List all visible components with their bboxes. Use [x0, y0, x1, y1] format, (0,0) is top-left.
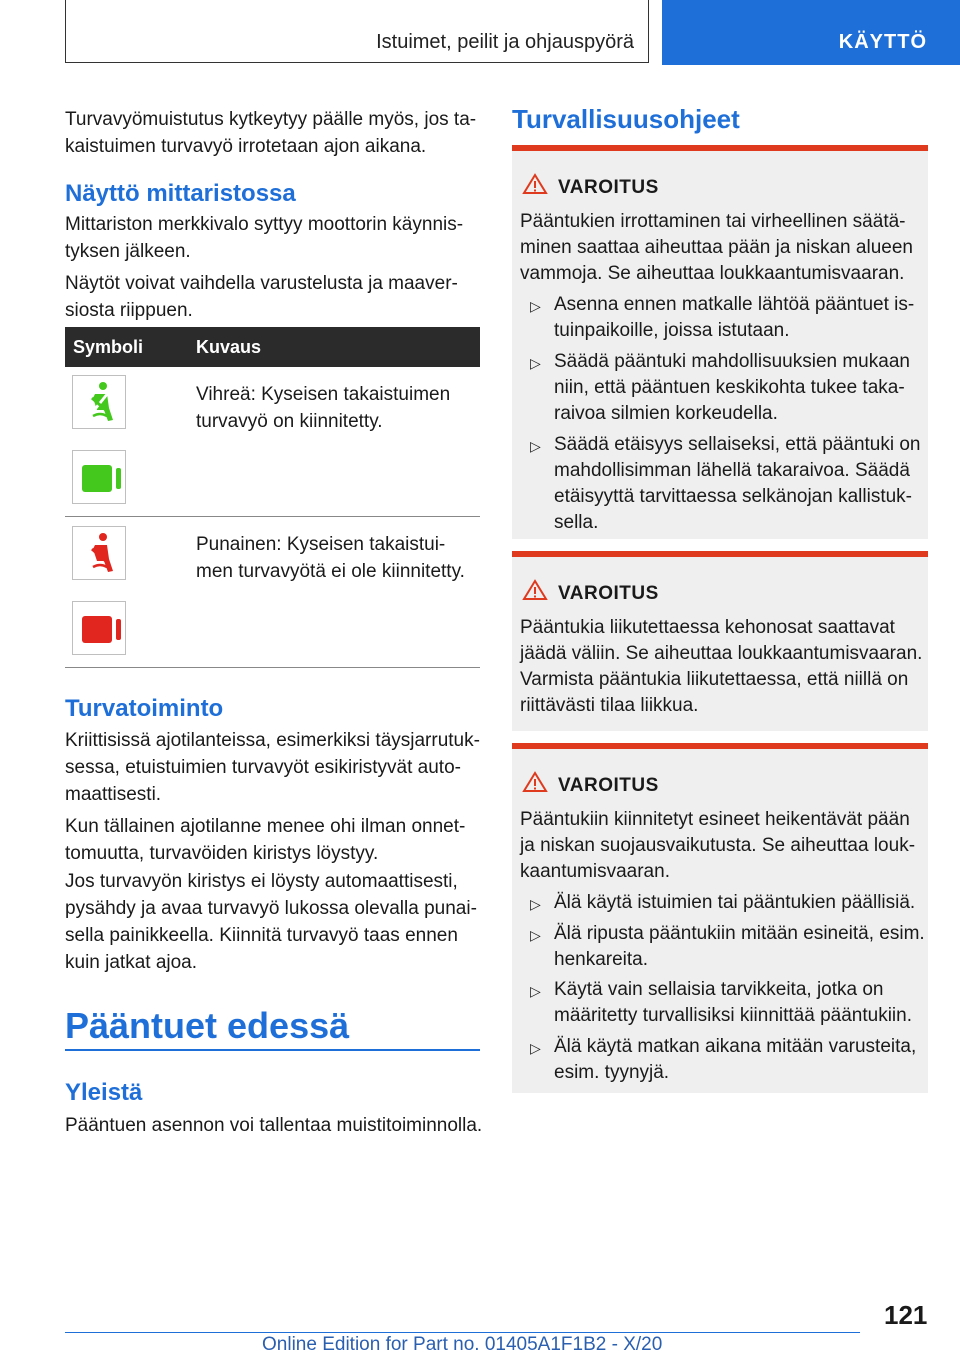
bullet-triangle-icon: ▷ — [530, 355, 541, 371]
display-paragraph-1: Mittariston merkkivalo syttyy moottorin käynnis-tyksen jälkeen. — [65, 214, 464, 262]
header-chapter-title: KÄYTTÖ — [838, 31, 927, 53]
footer-edition-text: Online Edition for Part no. 01405A1F1B2 - X/20 — [262, 1334, 663, 1355]
table-header-description: Kuvaus — [196, 337, 262, 357]
list-item: Säädä pääntuki mahdollisuuksien mukaan niin, että pääntuen keskikohta tukee taka-raivoa silmien korkeudella. — [554, 351, 910, 424]
seatbelt-icon — [72, 375, 126, 429]
heading-general: Yleistä — [65, 1079, 143, 1106]
indicator-table — [65, 327, 480, 668]
bullet-triangle-icon: ▷ — [530, 1040, 541, 1056]
table-row — [65, 517, 480, 668]
page-number: 121 — [884, 1300, 928, 1330]
warning-box — [512, 743, 928, 1093]
warning-title: VAROITUS — [558, 177, 659, 198]
bullet-triangle-icon: ▷ — [530, 438, 541, 454]
display-paragraph-2: Näytöt voivat vaihdella varustelusta ja maaver-siosta riippuen. — [65, 273, 458, 321]
warning-title: VAROITUS — [558, 775, 659, 796]
heading-display: Näyttö mittaristossa — [65, 180, 296, 207]
seat-occupied-icon — [72, 450, 126, 504]
bullet-triangle-icon: ▷ — [530, 896, 541, 912]
general-paragraph: Pääntuen asennon voi tallentaa muistitoiminnolla. — [65, 1115, 483, 1136]
list-item: Asenna ennen matkalle lähtöä pääntuet is-tuinpaikoille, joissa istutaan. — [554, 294, 915, 341]
table-row-description: Vihreä: Kyseisen takaistuimen turvavyö on kiinnitetty. — [196, 384, 451, 432]
safety-paragraph-2: Kun tällainen ajotilanne menee ohi ilman onnet-tomuutta, turvavöiden kiristys löystyy. — [65, 816, 466, 864]
warning-title: VAROITUS — [558, 583, 659, 604]
warning-box — [512, 551, 928, 731]
bullet-triangle-icon: ▷ — [530, 298, 541, 314]
list-item: Älä ripusta pääntukiin mitään esineitä, esim. henkareita. — [554, 923, 925, 970]
warning-box — [512, 145, 928, 539]
header-section-box — [65, 0, 649, 63]
table-row — [65, 367, 480, 517]
table-header — [65, 327, 480, 367]
seatbelt-icon — [72, 526, 126, 580]
warning-text: Pääntukia liikutettaessa kehonosat saattavat jäädä väliin. Se aiheuttaa loukkaantumisvaaran. Varmista pääntukia liikutettaessa, että niillä on riittävästi tilaa liikkua. — [520, 617, 923, 716]
table-row-description: Punainen: Kyseisen takaistui-men turvavyötä ei ole kiinnitetty. — [196, 534, 465, 582]
list-item: Älä käytä matkan aikana mitään varusteita, esim. tyynyjä. — [554, 1036, 917, 1083]
safety-paragraph-3: Jos turvavyön kiristys ei löysty automaattisesti, pysähdy ja avaa turvavyö lukossa olevalla punai-sella painikkeella. Kiinnitä turvavyö taas ennen kuin jatkat ajoa. — [65, 871, 477, 973]
list-item: Säädä etäisyys sellaiseksi, että pääntuki on mahdollisimman lähellä takaraivoa. Säädä etäisyyttä tarvittaessa selkänojan kallistuk-sella. — [554, 434, 921, 533]
safety-paragraph-1: Kriittisissä ajotilanteissa, esimerkiksi täysjarrutuk-sessa, etuistuimien turvavyöt esikiristyvät auto-maattisesti. — [65, 730, 480, 805]
heading-safety-function: Turvatoiminto — [65, 695, 224, 722]
bullet-triangle-icon: ▷ — [530, 927, 541, 943]
header-section-title: Istuimet, peilit ja ohjauspyörä — [376, 31, 634, 53]
warning-triangle-icon — [522, 771, 548, 793]
bullet-triangle-icon: ▷ — [530, 983, 541, 999]
header-chapter-tab — [662, 0, 960, 65]
warning-triangle-icon — [522, 173, 548, 195]
warning-text: Pääntukiin kiinnitetyt esineet heikentävät pään ja niskan suojausvaikutusta. Se aiheuttaa louk-kaantumisvaaran. — [520, 809, 916, 882]
intro-paragraph: Turvavyömuistutus kytkeytyy päälle myös, jos ta-kaistuimen turvavyö irrotetaan ajon aikana. — [65, 109, 477, 157]
list-item: Älä käytä istuimien tai pääntukien päällisiä. — [554, 892, 916, 913]
heading-safety-notes: Turvallisuusohjeet — [512, 104, 740, 134]
footer-divider — [65, 1332, 860, 1333]
list-item: Käytä vain sellaisia tarvikkeita, jotka on määritetty turvallisiksi kiinnittää pääntukiin. — [554, 979, 912, 1026]
warning-text: Pääntukien irrottaminen tai virheellinen säätä-minen saattaa aiheuttaa pään ja niskan alueen vammoja. Se aiheuttaa loukkaantumisvaaran. — [520, 211, 913, 284]
seat-occupied-icon — [72, 601, 126, 655]
warning-triangle-icon — [522, 579, 548, 601]
heading-front-headrests: Pääntuet edessä — [65, 1005, 350, 1046]
heading-underline — [65, 1049, 480, 1051]
table-header-symbol: Symboli — [73, 337, 144, 357]
